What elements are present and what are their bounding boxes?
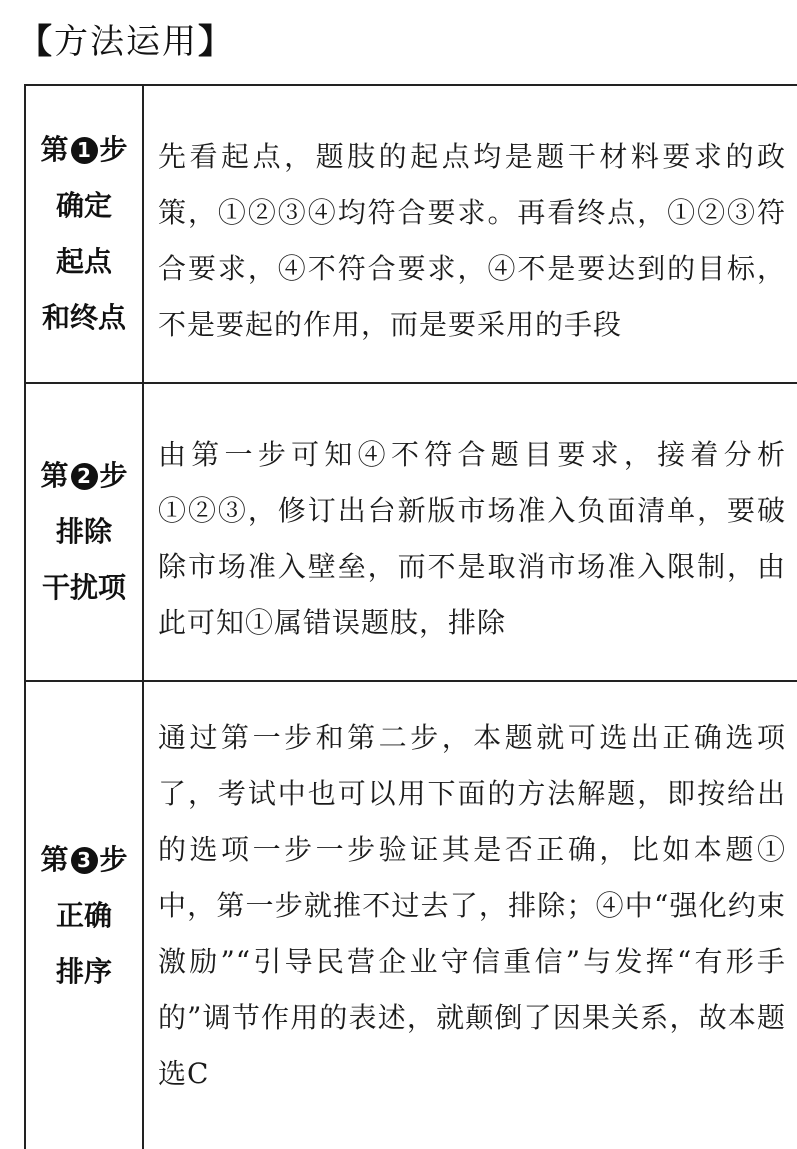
step-row-1 <box>26 86 797 384</box>
step-content-text: 先看起点，题肢的起点均是题干材料要求的政策，①②③④均符合要求。再看终点，①②③符合要求，④不符合要求，④不是要达到的目标，不是要起的作用，而是要采用的手段 <box>158 140 786 341</box>
section-title <box>18 14 234 63</box>
step-content-cell-3 <box>144 682 797 1149</box>
step-suffix: 步 <box>99 133 128 166</box>
step-prefix: 第 <box>40 459 69 492</box>
step-number-badge: 1 <box>71 137 98 164</box>
method-table <box>24 84 797 1149</box>
step-content-text: 由第一步可知④不符合题目要求，接着分析①②③，修订出台新版市场准入负面清单，要破除市场准入壁垒，而不是取消市场准入限制，由此可知①属错误题肢，排除 <box>158 438 786 639</box>
step-row-3 <box>26 682 797 1149</box>
step-suffix: 步 <box>99 459 128 492</box>
step-row-2 <box>26 384 797 682</box>
step-label-line: 起点 <box>55 245 112 278</box>
step-label-1 <box>26 86 144 382</box>
step-label-3 <box>26 682 144 1149</box>
step-number-badge: 3 <box>71 847 98 874</box>
step-label-line: 确定 <box>55 189 112 222</box>
step-content-cell-1 <box>144 86 797 382</box>
title-text: 方法运用 <box>54 22 198 62</box>
step-label-2 <box>26 384 144 680</box>
step-label-line: 排除 <box>55 515 112 548</box>
step-heading <box>40 448 127 504</box>
step-label-line: 排序 <box>55 954 112 988</box>
step-heading <box>40 832 127 888</box>
step-heading <box>40 122 127 178</box>
title-close-bracket: 】 <box>198 22 234 62</box>
step-suffix: 步 <box>99 842 128 876</box>
step-content-text: 通过第一步和第二步，本题就可选出正确选项了，考试中也可以用下面的方法解题，即按给出的选项一步一步验证其是否正确，比如本题①中，第一步就推不过去了，排除；④中“强化约束激励”“引导民营企业守信重信”与发挥“有形手的”调节作用的表述，就颠倒了因果关系，故本题选C <box>158 721 786 1090</box>
step-label-line: 和终点 <box>41 301 126 334</box>
step-number-badge: 2 <box>71 463 98 490</box>
step-label-line: 正确 <box>55 898 112 932</box>
step-prefix: 第 <box>40 842 69 876</box>
step-content-cell-2 <box>144 384 797 680</box>
step-label-line: 干扰项 <box>41 571 126 604</box>
title-open-bracket: 【 <box>18 22 54 62</box>
step-prefix: 第 <box>40 133 69 166</box>
